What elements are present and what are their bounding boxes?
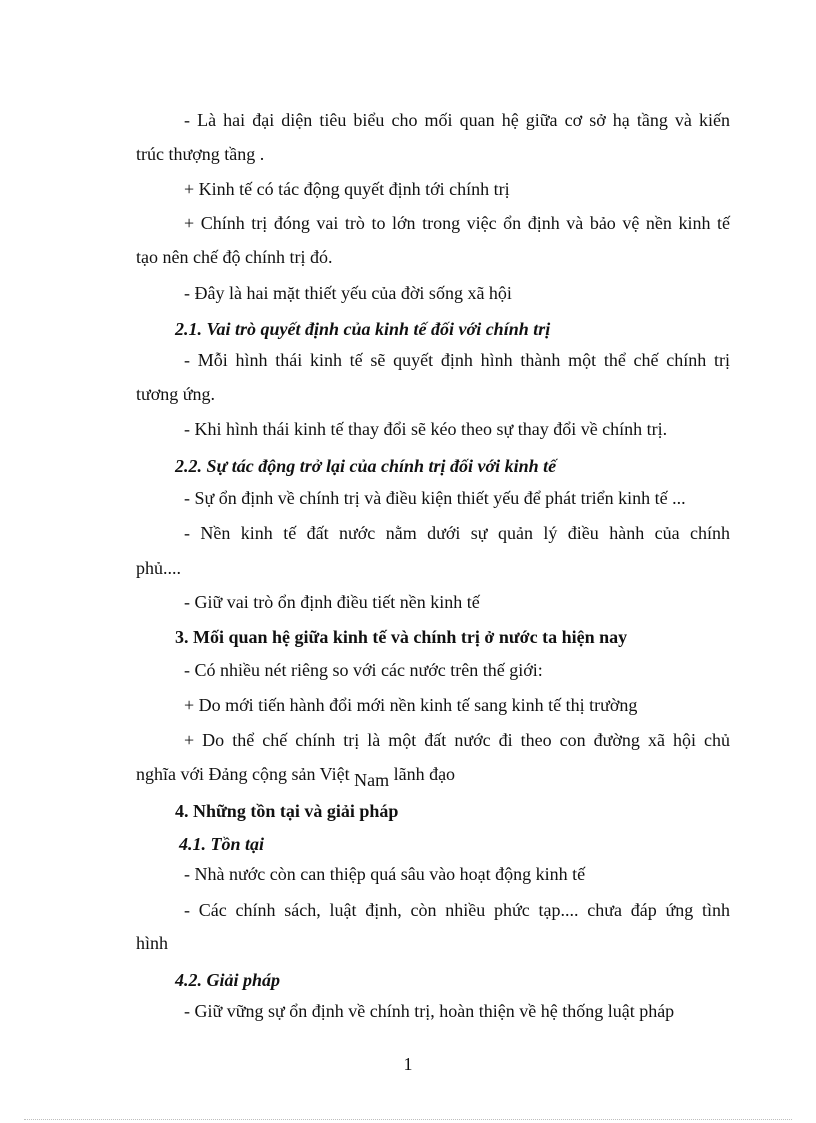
line-text: lãnh đạo [393,764,456,784]
paragraph-line: tương ứng. [136,384,216,404]
paragraph-line: + Do thể chế chính trị là một đất nước đi theo con đường xã hội chủ [184,730,730,750]
section-heading-3: 3. Mối quan hệ giữa kinh tế và chính trị ở nước ta hiện nay [175,627,628,647]
paragraph-line: - Là hai đại diện tiêu biểu cho mối quan hệ giữa cơ sở hạ tầng và kiến [184,110,730,130]
paragraph-line: trúc thượng tầng . [136,144,265,164]
section-heading-2-1: 2.1. Vai trò quyết định của kinh tế đối với chính trị [175,319,551,339]
paragraph-line: - Nền kinh tế đất nước nằm dưới sự quản lý điều hành của chính [184,523,730,543]
section-heading-4-1: 4.1. Tồn tại [179,834,265,854]
line-text: nghĩa với Đảng cộng sản Việt [136,764,350,784]
paragraph-line: - Các chính sách, luật định, còn nhiều phức tạp.... chưa đáp ứng tình [184,900,730,920]
paragraph-line: - Sự ổn định về chính trị và điều kiện thiết yếu để phát triển kinh tế ... [184,488,686,508]
page-number: 1 [403,1054,413,1074]
paragraph-line: hình [136,933,169,953]
section-heading-4-2: 4.2. Giải pháp [175,970,281,990]
paragraph-line: + Do mới tiến hành đổi mới nền kinh tế sang kinh tế thị trường [184,695,638,715]
page-bottom-divider [24,1119,792,1120]
paragraph-line: phủ.... [136,558,181,578]
paragraph-line: - Giữ vững sự ổn định về chính trị, hoàn thiện về hệ thống luật pháp [184,1001,675,1021]
paragraph-line: - Khi hình thái kinh tế thay đổi sẽ kéo theo sự thay đổi về chính trị. [184,419,668,439]
paragraph-line: tạo nên chế độ chính trị đó. [136,247,333,267]
section-heading-2-2: 2.2. Sự tác động trở lại của chính trị đối với kinh tế [175,456,557,476]
paragraph-line: - Đây là hai mặt thiết yếu của đời sống xã hội [184,283,512,303]
paragraph-line: - Mỗi hình thái kinh tế sẽ quyết định hình thành một thể chế chính trị [184,350,730,370]
paragraph-line: - Có nhiều nét riêng so với các nước trên thế giới: [184,660,543,680]
paragraph-line [136,763,730,790]
line-text-subscript: Nam [354,770,390,790]
paragraph-line: - Giữ vai trò ổn định điều tiết nền kinh tế [184,592,480,612]
section-heading-4: 4. Những tồn tại và giải pháp [175,801,399,821]
paragraph-line: + Chính trị đóng vai trò to lớn trong việc ổn định và bảo vệ nền kinh tế [184,213,730,233]
paragraph-line: + Kinh tế có tác động quyết định tới chính trị [184,179,510,199]
paragraph-line: - Nhà nước còn can thiệp quá sâu vào hoạt động kinh tế [184,864,586,884]
